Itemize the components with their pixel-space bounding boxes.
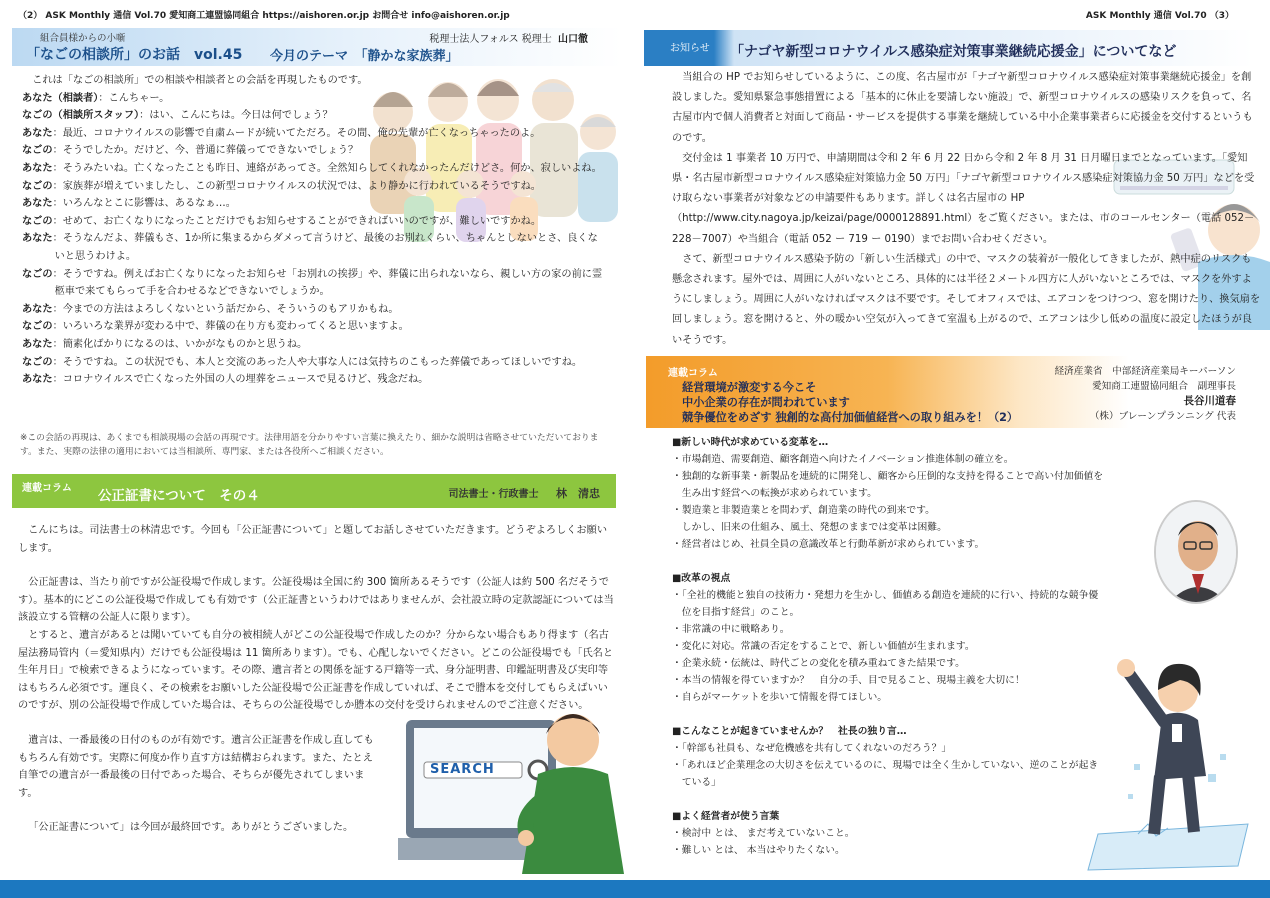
column-section-heading: ■よく経営者が使う言葉 <box>672 811 780 822</box>
consult-author-name: 山口徹 <box>558 34 588 45</box>
left-page <box>0 0 632 880</box>
consult-header <box>12 28 622 66</box>
consult-author <box>429 30 588 45</box>
notice-para-2: 交付金は 1 事業者 10 万円で、申請期間は令和 2 年 6 月 22 日から令和 2 年 8 月 31 日月曜日までとなっています。「愛知県・名古屋市新型コロナウイルス感染症対策協力金 50 万円」「ナゴヤ新型コロナウイルス感染症対策協力金 50 万円」などを受け取らない事業者が対象などの申請要件もあります。詳しくは名古屋市の HP（http://www.city.nagoya.jp/keizai/page/0000128891.html）をご覧ください。または、市のコールセンター（電話 052－228－7007）や当組合（電話 052 ー 719 ー 0190）までお問い合わせください。 <box>672 152 1255 245</box>
column-author-line-1: 経済産業省 中部経済産業局キーパーソン <box>1054 366 1236 377</box>
column-section-heading: ■改革の視点 <box>672 573 731 584</box>
consult-line <box>22 107 606 125</box>
column-body <box>672 434 1104 859</box>
consult-speaker: なごの <box>22 321 53 333</box>
notary-para-3: とすると、遺言があるとは聞いていても自分の被相続人がどこの公証役場で作成したのか？分からない場合もあり得ます（名古屋法務局管内（＝愛知県内）だけでも公証役場は 11 箇所あります）。でも、心配しないでください。どこの公証役場でも「氏名と生年月日」で検索できるようになっています。その際、遺言者との関係を証する戸籍等一式、身分証明書、印鑑証明書及び実印等はもちろん必須です。運良く、その検索をお願いした公証役場で公正証書を作成していれば、そこで謄本を交付してもらえばいいのですが、別の公証役場で作成していた場合は、そちらの公証役場でしか謄本の交付を受けられませんのでご注意ください。 <box>18 629 614 712</box>
consult-line <box>22 318 606 336</box>
column-section-item: ・製造業と非製造業とを問わず、創造業の時代の到来です。 <box>672 505 935 516</box>
consult-line <box>22 230 606 265</box>
notice-kicker: お知らせ <box>670 43 710 54</box>
consult-text: ：今までの方法はよろしくないという話だから、そういうのもアリかもね。 <box>52 303 399 315</box>
author-portrait <box>1154 500 1238 604</box>
column-section-item: ・「あれほど企業理念の大切さを伝えているのに、現場では全く生かしていない、逆のことが起きている」 <box>672 760 1099 788</box>
consult-speaker: なごの <box>22 215 53 227</box>
notary-author-role: 司法書士・行政書士 <box>448 489 539 500</box>
consult-speaker: あなた <box>22 233 53 245</box>
column-kicker: 連載コラム <box>668 368 718 379</box>
right-page <box>638 0 1270 880</box>
consult-theme: 今月のテーマ 「静かな家族葬」 <box>270 49 459 64</box>
notary-para-5: 「公正証書について」は今回が最終回です。ありがとうございました。 <box>28 822 354 834</box>
notice-header <box>644 30 1254 66</box>
column-section-heading: ■新しい時代が求めている変革を… <box>672 437 829 448</box>
notary-para-1: こんにちは。司法書士の林清忠です。今回も「公正証書について」と題してお話しさせていただきます。どうぞよろしくお願いします。 <box>18 525 608 554</box>
consult-line <box>22 266 606 301</box>
bottom-bar <box>0 880 1270 898</box>
consult-speaker: あなた <box>22 374 53 386</box>
column-section-item: ・本当の情報を得ていますか？ 自分の手、目で見ること、現場主義を大切に！ <box>672 675 1025 686</box>
column-section-item: ・変化に対応。常識の否定をすることで、新しい価値が生まれます。 <box>672 641 975 652</box>
consult-text: ：そうなんだよ、葬儀もさ、1か所に集まるからダメって言うけど、最後のお別れくらい、ちゃんとしないとさ、良くないと思うわけよ。 <box>52 233 598 262</box>
consult-text: ：そうでしたか。だけど、今、普通に葬儀ってできないでしょう？ <box>52 145 359 157</box>
consult-speaker: なごの（相談所スタッフ） <box>22 110 140 122</box>
consult-line <box>22 301 606 319</box>
consult-line <box>22 213 606 231</box>
portrait-figure <box>1156 502 1238 604</box>
consult-text: ：いろいろな業界が変わる中で、葬儀の在り方も変わってくると思いますよ。 <box>52 321 409 333</box>
consult-text: ：いろんなとこに影響は、あるなぁ…。 <box>52 198 236 210</box>
consult-text: ：せめて、お亡くなりになったことだけでもお知らせすることができればいいのですが、難しいですかね。 <box>52 215 542 227</box>
consult-dialogue <box>22 72 606 389</box>
consult-text: ：簡素化ばかりになるのは、いかがなものかと思うね。 <box>52 338 308 350</box>
column-title-line-2: 中小企業の存在が問われています <box>682 396 850 409</box>
column-author-line-2: 愛知商工連盟協同組合 副理事長 <box>1092 381 1236 392</box>
consult-text: ：そうですね。この状況でも、本人と交流のあった人や大事な人には気持ちのこもった葬儀であってほしいですね。 <box>52 356 583 368</box>
consult-kicker: 組合員様からの小噺 <box>40 33 126 44</box>
consult-speaker: なごの <box>22 180 53 192</box>
consult-text: ：はい、こんにちは。今日は何でしょう？ <box>139 110 333 122</box>
column-header <box>646 356 1250 428</box>
consult-line <box>22 160 606 178</box>
consult-speaker: あなた <box>22 303 53 315</box>
column-title-line-1: 経営環境が激変する今こそ <box>682 381 817 394</box>
consult-text: ：そうですね。例えばお亡くなりになったお知らせ「お別れの挨拶」や、葬儀に出られないなら、親しい方の家の前に霊柩車で来てもらって手を合わせるなどできないでしょうか。 <box>52 268 603 298</box>
notice-para-3: さて、新型コロナウイルス感染予防の「新しい生活様式」の中で、マスクの装着が一般化してきましたが、熱中症のリスクも懸念されます。屋外では、周囲に人がいないところ、具体的には半径２メートル四方に人がいないところでは、マスクを外すようにしましょう。周囲に人がいなければマスクは不要です。そしてオフィスでは、エアコンをつけつつ、窓を開けたり、換気扇を回しましょう。窓を開けると、外の暖かい空気が入ってきて室温も上がるので、エアコンは少し低めの温度に設定したほうが良いそうです。 <box>672 253 1261 346</box>
column-section-item: ・市場創造、需要創造、顧客創造へ向けたイノベーション推進体制の確立を。 <box>672 454 1014 465</box>
right-page-header: ASK Monthly 通信 Vol.70 （3） <box>1085 11 1234 21</box>
consult-note: ※この会話の再現は、あくまでも相談現場の会話の再現です。法律用語を分かりやすい言葉に換えたり、細かな説明は省略させていただいております。また、実際の法律の適用においては当相談所、専門家、または各役所へご相談ください。 <box>20 433 599 457</box>
notice-body <box>672 68 1260 351</box>
column-section-item: ・自らがマーケットを歩いて情報を得てほしい。 <box>672 692 888 703</box>
consult-text: ：最近、コロナウイルスの影響で自粛ムードが続いてただろ。その間、俺の先輩が亡くなっちゃったのよ。 <box>52 127 541 139</box>
column-title-line-3: 競争優位をめざす 独創的な高付加価値経営への取り組みを！（2） <box>682 411 1019 424</box>
notice-title: 「ナゴヤ新型コロナウイルス感染症対策事業継続応援金」についてなど <box>730 44 1177 60</box>
column-section-item: ・難しい とは、 本当はやりたくない。 <box>672 845 845 856</box>
column-section-heading: ■こんなことが起きていませんか？ 社長の独り言… <box>672 726 907 737</box>
consult-intro: これは「なごの相談所」での相談や相談者との会話を再現したものです。 <box>32 75 368 86</box>
left-page-header: （2） ASK Monthly 通信 Vol.70 愛知商工連盟協同組合 https://aishoren.or.jp お問合せ info@aishoren.or.jp <box>18 11 510 21</box>
column-title <box>682 380 1018 425</box>
consult-line <box>22 371 606 389</box>
consult-line <box>22 336 606 354</box>
notary-author-name: 林 清忠 <box>556 487 600 500</box>
consult-speaker: なごの <box>22 145 53 157</box>
search-label: SEARCH <box>430 762 495 777</box>
consult-line <box>22 195 606 213</box>
consult-text: ：コロナウイルスで亡くなった外国の人の埋葬をニュースで見るけど、残念だね。 <box>52 374 429 386</box>
consult-line <box>22 90 606 108</box>
column-section-item: ・「全社的機能と独自の技術力・発想力を生かし、価値ある創造を連続的に行い、持続的な競争優位を目指す経営」のこと。 <box>672 590 1099 618</box>
consult-speaker: あなた <box>22 127 53 139</box>
consult-line <box>22 125 606 143</box>
column-section-item: ・経営者はじめ、社員全員の意識改革と行動革新が求められています。 <box>672 539 985 550</box>
notary-author <box>449 485 600 501</box>
consult-author-role: 税理士法人フォルス 税理士 <box>429 34 552 45</box>
consult-speaker: あなた <box>22 198 53 210</box>
consult-line <box>22 178 606 196</box>
column-section-item: ・「幹部も社員も、なぜ危機感を共有してくれないのだろう？」 <box>672 743 952 754</box>
consult-title: 「なごの相談所」のお話 vol.45 <box>26 47 243 63</box>
column-section-item: ・非常識の中に戦略あり。 <box>672 624 790 635</box>
consult-line <box>22 354 606 372</box>
notary-para-2: 公正証書は、当たり前ですが公証役場で作成します。公証役場は全国に約 300 箇所あるそうです（公証人は約 500 名だそうです）。基本的にどこの公証役場で作成しても有効です（公正証書というわけではありませんが、会社設立時の定款認証については当該設立する管轄の公証人に限ります）。 <box>18 577 614 624</box>
businesswoman-illustration <box>1078 634 1258 874</box>
laptop-search-illustration <box>398 700 624 874</box>
consult-speaker: あなた（相談者） <box>22 92 99 104</box>
notice-para-1: 当組合の HP でお知らせしているように、この度、名古屋市が「ナゴヤ新型コロナウイルス感染症対策事業継続応援金」を創設しました。愛知県緊急事態措置による「基本的に休止を要請しない施設」で、新型コロナウイルスの感染リスクを負って、名古屋市内で個人消費者と対面して商品・サービスを提供する事業を継続している中小企業事業者らに応援金を交付するというものです。 <box>672 72 1253 144</box>
column-author-line-4: （株）ブレーンプランニング 代表 <box>1089 411 1236 422</box>
consult-text: ：そうみたいね。亡くなったことも昨日、連絡があってさ。全然知らしてくれなかったんだけどさ。何か、寂しいよね。 <box>52 162 602 174</box>
notary-para-4: 遺言は、一番最後の日付のものが有効です。遺言公正証書を作成し直してももちろん有効です。実際に何度か作り直す方は結構おられます。また、たとえ自筆での遺言が一番最後の日付であった場合、そちらが優先されてしまいます。 <box>18 734 374 799</box>
notary-kicker: 連載コラム <box>22 483 72 494</box>
consult-speaker: なごの <box>22 356 53 368</box>
notary-title: 公正証書について その４ <box>98 488 260 504</box>
notary-header <box>12 474 616 508</box>
consult-speaker: あなた <box>22 162 53 174</box>
consult-text: ：こんちゃー。 <box>98 92 170 104</box>
column-section-item: ・独創的な新事業・新製品を連続的に開発し、顧客から圧倒的な支持を得ることで高い付加価値を生み出す経営への転換が求められています。 <box>672 471 1104 499</box>
consult-text: ：家族葬が増えていましたし、この新型コロナウイルスの状況では、より静かに行われているそうですね。 <box>52 180 541 192</box>
consult-speaker: なごの <box>22 268 53 280</box>
column-section-item: ・検討中 とは、 まだ考えていないこと。 <box>672 828 855 839</box>
consult-lines <box>22 90 606 389</box>
column-section-item: しかし、旧来の仕組み、風土、発想のままでは変革は困難。 <box>672 522 947 533</box>
column-author-name: 長谷川道春 <box>1183 395 1236 407</box>
column-author <box>1055 364 1236 424</box>
consult-speaker: あなた <box>22 338 53 350</box>
consult-line <box>22 142 606 160</box>
column-section-item: ・企業永続・伝統は、時代ごとの変化を積み重ねてきた結果です。 <box>672 658 965 669</box>
